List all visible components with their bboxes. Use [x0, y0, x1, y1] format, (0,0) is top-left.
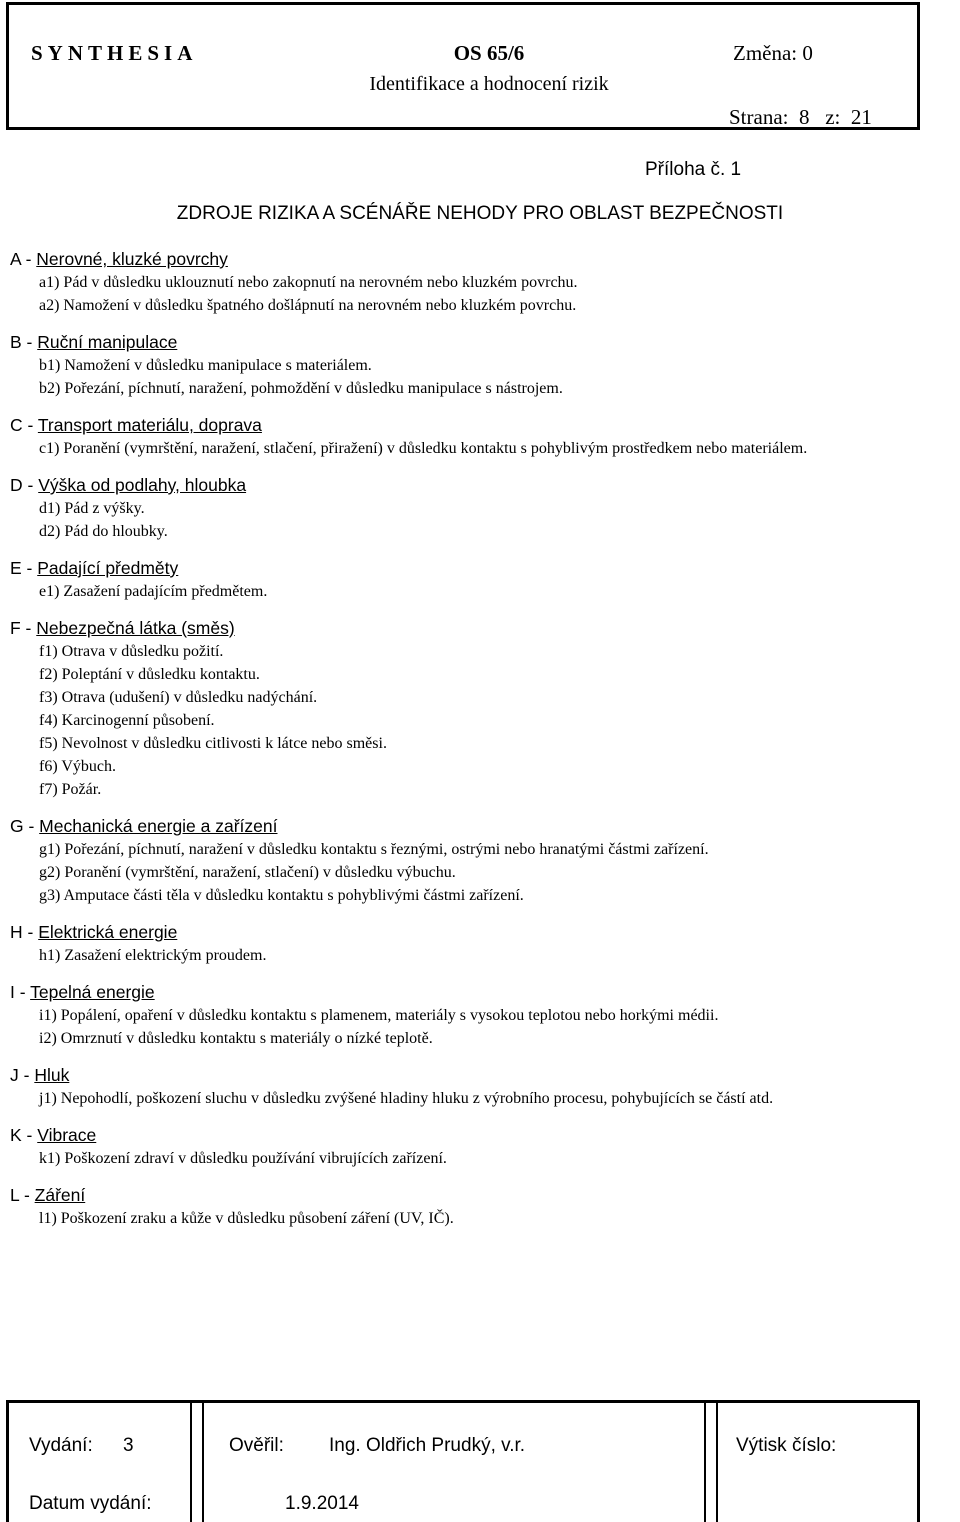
risk-item: g3) Amputace části těla v důsledku kontaktu s pohyblivými částmi zařízení. — [39, 887, 524, 904]
risk-section — [10, 413, 915, 460]
risk-item: i1) Popálení, opaření v důsledku kontaktu s plamenem, materiály s vysokou teplotou nebo horkými médii. — [39, 1007, 719, 1024]
issue-date-value: 1.9.2014 — [285, 1493, 359, 1514]
issue-date-label: Datum vydání: — [29, 1493, 152, 1514]
section-code: F - — [10, 618, 37, 638]
section-heading — [10, 1183, 915, 1207]
risk-item: a2) Namožení v důsledku špatného došlápnutí na nerovném nebo kluzkém povrchu. — [39, 297, 577, 314]
risk-item: b2) Pořezání, píchnutí, naražení, pohmoždění v důsledku manipulace s nástrojem. — [39, 380, 563, 397]
document-header — [6, 2, 920, 130]
section-name: Záření — [34, 1185, 86, 1205]
verified-value: Ing. Oldřich Prudký, v.r. — [329, 1435, 526, 1456]
section-name: Nebezpečná látka (směs) — [36, 618, 235, 638]
section-heading — [10, 330, 915, 354]
risk-item: f3) Otrava (udušení) v důsledku nadýchání. — [39, 689, 318, 706]
section-heading — [10, 247, 915, 271]
risk-item: f4) Karcinogenní působení. — [39, 712, 215, 729]
section-name: Tepelná energie — [30, 982, 155, 1002]
section-name: Nerovné, kluzké povrchy — [36, 249, 228, 269]
company-name: SYNTHESIA — [31, 41, 198, 65]
risk-item: d1) Pád z výšky. — [39, 500, 145, 517]
risk-item: k1) Poškození zdraví v důsledku používání vibrujících zařízení. — [39, 1150, 447, 1167]
page-number: Strana: 8 z: 21 — [729, 105, 872, 129]
section-heading — [10, 473, 915, 497]
risk-item: j1) Nepohodlí, poškození sluchu v důsledku zvýšené hladiny hluku z výrobního procesu, pohybujících se částí atd. — [39, 1090, 774, 1107]
risk-item: f7) Požár. — [39, 781, 102, 798]
risk-item: f6) Výbuch. — [39, 758, 117, 775]
risk-section — [10, 1123, 915, 1170]
section-heading — [10, 814, 915, 838]
section-code: I - — [10, 982, 31, 1002]
risk-item: b1) Namožení v důsledku manipulace s materiálem. — [39, 357, 372, 374]
risk-section — [10, 556, 915, 603]
section-code: G - — [10, 816, 40, 836]
section-name: Vibrace — [37, 1125, 97, 1145]
risk-item: f1) Otrava v důsledku požití. — [39, 643, 224, 660]
risk-item: a1) Pád v důsledku uklouznutí nebo zakopnutí na nerovném nebo kluzkém povrchu. — [39, 274, 578, 291]
footer-divider — [202, 1403, 204, 1522]
risk-item: h1) Zasažení elektrickým proudem. — [39, 947, 267, 964]
risk-item: c1) Poranění (vymrštění, naražení, stlačení, přiražení) v důsledku kontaktu s pohyblivým prostředkem nebo materiálem. — [39, 440, 808, 457]
risk-section — [10, 920, 915, 967]
page-title: ZDROJE RIZIKA A SCÉNÁŘE NEHODY PRO OBLAST BEZPEČNOSTI — [176, 203, 784, 224]
section-name: Elektrická energie — [38, 922, 178, 942]
risk-item: g2) Poranění (vymrštění, naražení, stlačení) v důsledku výbuchu. — [39, 864, 456, 881]
risk-item: l1) Poškození zraku a kůže v důsledku působení záření (UV, IČ). — [39, 1210, 454, 1227]
footer-divider — [190, 1403, 192, 1522]
risk-item: i2) Omrznutí v důsledku kontaktu s materiály o nízké teplotě. — [39, 1030, 433, 1047]
section-code: A - — [10, 249, 37, 269]
footer-divider — [704, 1403, 706, 1522]
section-code: L - — [10, 1185, 35, 1205]
section-name: Transport materiálu, doprava — [37, 415, 262, 435]
section-name: Ruční manipulace — [37, 332, 178, 352]
document-title: Identifikace a hodnocení rizik — [369, 73, 609, 95]
risk-section — [10, 330, 915, 400]
risk-item: f2) Poleptání v důsledku kontaktu. — [39, 666, 260, 683]
section-code: D - — [10, 475, 39, 495]
risk-item: d2) Pád do hloubky. — [39, 523, 168, 540]
section-code: B - — [10, 332, 38, 352]
risk-section — [10, 1183, 915, 1230]
section-name: Mechanická energie a zařízení — [39, 816, 278, 836]
risk-item: f5) Nevolnost v důsledku citlivosti k látce nebo směsi. — [39, 735, 387, 752]
risk-section — [10, 1063, 915, 1110]
section-name: Padající předměty — [37, 558, 179, 578]
copy-number-label: Výtisk číslo: — [736, 1435, 837, 1456]
issue-value: 3 — [123, 1435, 134, 1456]
section-heading — [10, 980, 915, 1004]
risk-section — [10, 814, 915, 907]
section-heading — [10, 413, 915, 437]
section-heading — [10, 616, 915, 640]
section-heading — [10, 556, 915, 580]
verified-label: Ověřil: — [229, 1435, 284, 1456]
section-code: C - — [10, 415, 38, 435]
section-code: K - — [10, 1125, 38, 1145]
section-code: H - — [10, 922, 39, 942]
footer-divider — [716, 1403, 718, 1522]
change-number: Změna: 0 — [733, 41, 813, 65]
section-code: E - — [10, 558, 38, 578]
document-number: OS 65/6 — [453, 41, 525, 65]
risk-section — [10, 616, 915, 801]
annex-label: Příloha č. 1 — [645, 159, 742, 180]
risk-section — [10, 247, 915, 317]
section-heading — [10, 920, 915, 944]
document-footer — [6, 1400, 920, 1522]
section-heading — [10, 1063, 915, 1087]
risk-sections — [10, 247, 915, 1243]
section-name: Výška od podlahy, hloubka — [38, 475, 247, 495]
section-name: Hluk — [34, 1065, 70, 1085]
issue-label: Vydání: — [29, 1435, 93, 1456]
section-heading — [10, 1123, 915, 1147]
risk-section — [10, 473, 915, 543]
risk-item: e1) Zasažení padajícím předmětem. — [39, 583, 268, 600]
section-code: J - — [10, 1065, 35, 1085]
risk-section — [10, 980, 915, 1050]
risk-item: g1) Pořezání, píchnutí, naražení v důsledku kontaktu s řeznými, ostrými nebo hranatými částmi zařízení. — [39, 841, 709, 858]
